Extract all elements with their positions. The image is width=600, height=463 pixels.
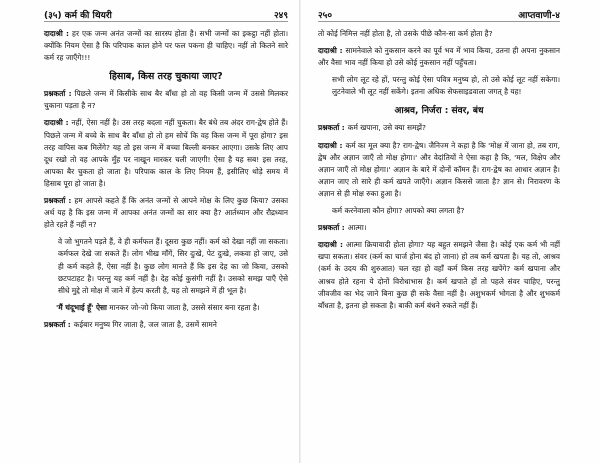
speaker-label: प्रश्नकर्ता : (318, 223, 345, 233)
paragraph-text: नहीं, ऐसा नहीं है। उस तरह बदला नहीं चुकता। बैर बंधे तब अंदर राग-द्वेष होते हैं। पिछले जन्म में बच्चे के साथ बैर बाँधा हो तो हम सोचें कि वह किस जन्म में पूरा होगा? इस तरह वापिस कब मिलेंगे? यह तो इस जन्म में बच्चा बिल्ली बनकर आएगा। उसके लिए आप दूध रखो तो वह आपके मुँह पर नाखून मारकर चली जाएगी! ऐसा है यह सब! इस तरह, आपका बैर चुकता हो जाता है। परिपाक काल के लिए नियम हैं, इसीलिए थोड़े समय में हिसाब पूरा हो जाता है। (44, 118, 288, 188)
quote-paragraph (44, 302, 288, 314)
paragraph (318, 239, 560, 312)
paragraph-text: कर्म का मूल क्या है? राग-द्वेष। जैनिज्म ने कहा है कि 'मोक्ष में जाना हो, तब राग, द्वेष और अज्ञान जाएँ तो मोक्ष होगा।' और वेदांतियों ने ऐसा कहा है कि, 'मल, विक्षेप और अज्ञान जाएँ तो मोक्ष होगा।' अज्ञान के बारे में दोनों कॉमन हैं। राग-द्वेष का आधार अज्ञान है। अज्ञान जाए तो सारे ही कर्म खपते जाएँगे। अज्ञान किससे जाता है? ज्ञान से। निरावरण के अज्ञान से ही मोक्ष रुका हुआ है। (318, 140, 561, 198)
section-heading: आश्रव, निर्जरा : संवर, बंध (394, 106, 484, 117)
speaker-label: प्रश्नकर्ता : (318, 123, 345, 133)
right-page-header (318, 8, 560, 22)
quote-text: मानकर जो-जो किया जाता है, उससे संसार बना रहता है। (106, 302, 260, 312)
paragraph-text: सभी लोग लूट रहे हों, परन्तु कोई ऐसा पवित्र मनुष्य हो, तो उसे कोई लूट नहीं सकेगा। लुटनेवाले भी लूट नहीं सकेंगे। इतना अधिक सेफसाइडवाला जगत् है यह! (332, 75, 560, 97)
paragraph (44, 117, 288, 190)
paragraph (318, 45, 560, 69)
paragraph-text: हर एक जन्म अनंत जन्मों का सारस्प होता है। सभी जन्मों का इकट्ठा नहीं होता। क्योंकि नियम ऐसा है कि परिपाक काल होने पर फल पकना ही चाहिए। नहीं तो कितने सारे कर्म रह जाएँगे!!! (44, 29, 288, 63)
paragraph-text: कईबार मनुष्य गिर जाता है, जल जाता है, उसमें सामने (73, 319, 217, 329)
left-page-header (44, 8, 288, 22)
speaker-label: दादाश्री : (318, 140, 343, 150)
paragraph-text: पिछले जन्म में किसीके साथ बैर बाँधा हो तो वह किसी जन्म में उससे मिलकर चुकाना पड़ता है न? (44, 89, 288, 111)
section-heading: हिसाब, किस तरह चुकाया जाए? (109, 71, 223, 83)
speaker-label: दादाश्री : (44, 29, 70, 38)
paragraph (44, 88, 288, 112)
paragraph (44, 236, 288, 296)
paragraph (318, 205, 560, 217)
paragraph-text: आत्मा क्रियावादी होता होगा? यह बहुत समझने जैसा है। कोई एक कर्म भी नहीं खपा सकता। संवर (कर्म का चार्ज होना बंद हो जाना) हो तब कर्म खपता है। यह तो, आश्रव (कर्म के उदय की शुरुआत) चल रहा हो वहाँ कर्म किस तरह खपेंगे? कर्म खपाना और आश्रव होते रहना ये दोनों विरोधाभास है। कर्म खपाते हों तो पहले संवर चाहिए, परन्तु जीवजीव का भेद जाने बिना कुछ ही सके वैसा नहीं है। अशुभकर्म भोगता है और शुभकर्म बाँधता है, इतना हो सकता है। बाकी कर्म बंधने रुकते नहीं हैं। (318, 240, 560, 310)
right-page (300, 0, 600, 463)
chapter-title: (३५) कर्म की थियरी (44, 11, 112, 21)
paragraph (44, 28, 288, 64)
paragraph-text: कर्म करनेवाला कौन होगा? आपको क्या लगता है? (332, 206, 465, 216)
paragraph (318, 28, 560, 40)
paragraph (44, 195, 288, 231)
paragraph-text: कर्म खपाना, उसे क्या समझें? (347, 123, 426, 133)
right-page-number: २५० (318, 11, 333, 21)
quote-bold-text: 'मैं चंदूभाई हूँ' ऐसा (56, 302, 107, 312)
speaker-label: प्रश्नकर्ता : (44, 319, 71, 329)
paragraph (318, 122, 560, 134)
speaker-label: दादाश्री : (318, 46, 343, 56)
paragraph-text: आत्मा। (347, 223, 367, 233)
paragraph-text: सामनेवाले को नुकसान करने का पूर्व भव में भाव किया, उतना ही अपना नुकसान और वैसा भाव नहीं किया हो उसे कोई नुकसान नहीं पहुँचता। (318, 46, 560, 68)
paragraph (318, 222, 560, 234)
speaker-label: प्रश्नकर्ता : (44, 89, 72, 99)
paragraph-text: तो कोई निमित्त नहीं होता है, तो उसके पीछे कौन-सा कर्म होता है? (318, 29, 493, 38)
book-title: आप्तवाणी-४ (518, 11, 560, 21)
paragraph-text: हम आपसे कहते हैं कि अनंत जन्मों से आपने मोक्ष के लिए कुछ किया? उसका अर्थ यह है कि इस जन्म में आपका अनंत जन्मों का सार क्या है? आर्तध्यान और रौद्रध्यान होते रहते हैं नहीं न? (44, 196, 288, 230)
paragraph-text: वे जो भुगतने पड़ते हैं, वे ही कर्मफल हैं। दूसरा कुछ नहीं। कर्म को देखा नहीं जा सकता। कर्मफल देखे जा सकते हैं। लोग भीख माँगें, सिर दुःखे, पेट दुःखे, लकवा हो जाए, उसे ही कर्म कहते हैं, ऐसा नहीं है। कुछ लोग मानते हैं कि इस देह का जो किया, उसको छटपटाहट है। परन्तु यह कर्म नहीं है। देह कोई कुसंगी नहीं है। उसको समझ पाएँ ऐसे सीधे मुद्दे तो मोक्ष में जाने में हेल्प करती है, यह तो समझने में ही भूल है। (58, 237, 288, 295)
speaker-label: दादाश्री : (318, 240, 343, 250)
paragraph (44, 319, 288, 331)
paragraph (318, 140, 560, 200)
speaker-label: दादाश्री : (44, 118, 69, 128)
paragraph (318, 74, 560, 98)
left-page-number: २४९ (273, 11, 288, 21)
speaker-label: प्रश्नकर्ता : (44, 196, 72, 206)
